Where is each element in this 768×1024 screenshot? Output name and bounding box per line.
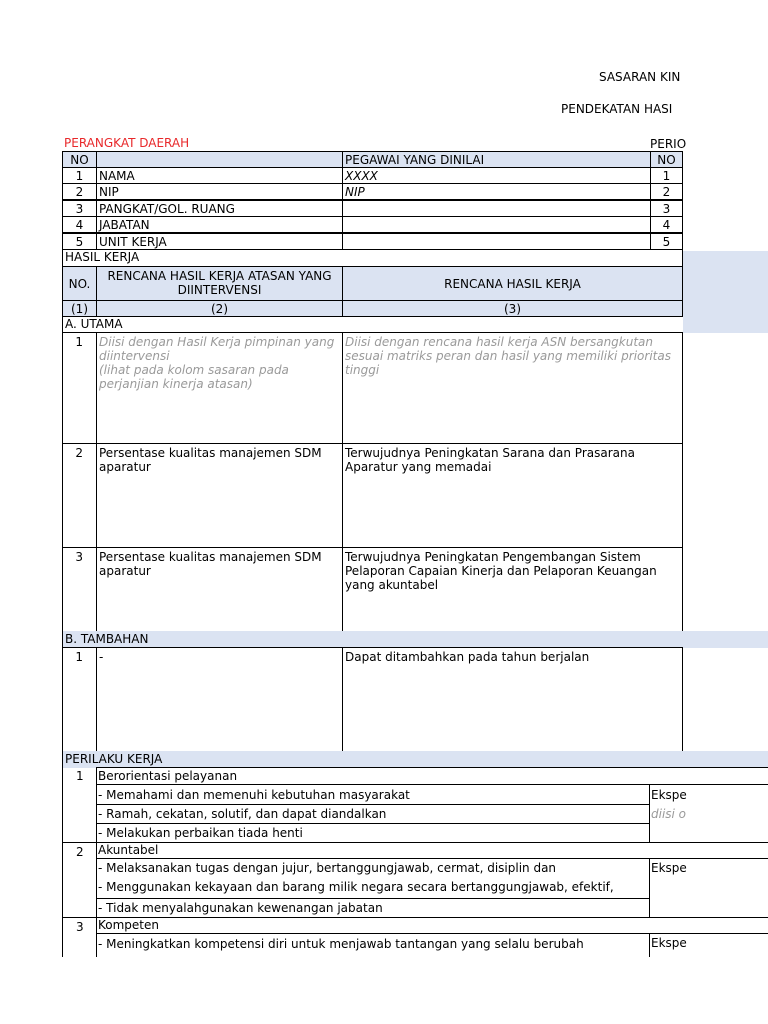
perilaku-group-no: 3 <box>76 920 84 934</box>
hasil-col-no: NO. <box>62 266 97 301</box>
ekspektasi-label: Ekspe <box>651 788 687 802</box>
hasil-num-3: (3) <box>342 300 683 317</box>
pegawai-row-no: 1 <box>62 167 97 184</box>
utama-row-no: 3 <box>62 547 97 632</box>
pegawai-row-no-right: 4 <box>650 216 683 233</box>
utama-row-no: 1 <box>62 332 97 444</box>
pegawai-col-no-right: NO <box>650 151 683 168</box>
utama-row-rencana[interactable]: Terwujudnya Peningkatan Sarana dan Prasarana Aparatur yang memadai <box>342 443 683 548</box>
pegawai-col-label <box>96 151 343 168</box>
pegawai-row-value[interactable] <box>342 200 651 217</box>
pegawai-row-no-right: 2 <box>650 183 683 200</box>
document-title: SASARAN KIN <box>599 70 681 84</box>
perilaku-group-title: Berorientasi pelayanan <box>96 767 768 785</box>
ekspektasi-hint[interactable]: diisi o <box>651 807 687 821</box>
pegawai-row-no-right: 3 <box>650 200 683 217</box>
pegawai-row-label: PANGKAT/GOL. RUANG <box>96 200 343 217</box>
perilaku-item: - Melakukan perbaikan tiada henti <box>98 826 303 840</box>
pegawai-row-label: NAMA <box>96 167 343 184</box>
perilaku-group-no: 1 <box>76 769 84 783</box>
pegawai-col-pegawai: PEGAWAI YANG DINILAI <box>342 151 683 168</box>
hasil-num-1: (1) <box>62 300 97 317</box>
pegawai-row-value[interactable]: XXXX <box>342 167 651 184</box>
pegawai-row-no: 5 <box>62 233 97 250</box>
pegawai-row-label: NIP <box>96 183 343 200</box>
hasil-kerja-label: HASIL KERJA <box>62 249 683 267</box>
tambahan-label: B. TAMBAHAN <box>62 631 683 648</box>
perilaku-group-title: Akuntabel <box>98 843 159 857</box>
hasil-col-rencana: RENCANA HASIL KERJA <box>342 266 683 301</box>
pegawai-col-no: NO <box>62 151 97 168</box>
perilaku-group-no: 2 <box>76 845 84 859</box>
utama-row-rencana[interactable]: Diisi dengan rencana hasil kerja ASN bersangkutan sesuai matriks peran dan hasil yang memiliki prioritas tinggi <box>342 332 683 444</box>
perilaku-item: - Meningkatkan kompetensi diri untuk menjawab tantangan yang selalu berubah <box>98 937 584 951</box>
perilaku-item: - Melaksanakan tugas dengan jujur, bertanggungjawab, cermat, disiplin dan <box>98 861 557 875</box>
hasil-num-2: (2) <box>96 300 343 317</box>
pegawai-row-no: 3 <box>62 200 97 217</box>
document-subtitle: PENDEKATAN HASI <box>561 102 673 116</box>
ekspektasi-label: Ekspe <box>651 936 687 950</box>
utama-row-rencana[interactable]: Terwujudnya Peningkatan Pengembangan Sistem Pelaporan Capaian Kinerja dan Pelaporan Keuangan yang akuntabel <box>342 547 683 632</box>
hasil-col-atasan: RENCANA HASIL KERJA ATASAN YANG DIINTERVENSI <box>96 266 343 301</box>
perilaku-item: - Menggunakan kekayaan dan barang milik negara secara bertanggungjawab, efektif, <box>98 880 614 894</box>
right-highlight-panel <box>683 251 768 333</box>
perilaku-item: - Ramah, cekatan, solutif, dan dapat diandalkan <box>98 807 387 821</box>
period-label: PERIO <box>650 137 687 151</box>
utama-row-no: 2 <box>62 443 97 548</box>
tambahan-row-rencana[interactable]: Dapat ditambahkan pada tahun berjalan <box>342 647 683 752</box>
perilaku-item: - Tidak menyalahgunakan kewenangan jabatan <box>98 901 383 915</box>
pegawai-row-no: 4 <box>62 216 97 233</box>
perilaku-item: - Memahami dan memenuhi kebutuhan masyarakat <box>98 788 410 802</box>
pegawai-row-no: 2 <box>62 183 97 200</box>
pegawai-row-value[interactable] <box>342 233 651 250</box>
utama-row-atasan[interactable]: Persentase kualitas manajemen SDM aparatur <box>96 443 343 548</box>
pegawai-row-value[interactable] <box>342 216 651 233</box>
unit-label: PERANGKAT DAERAH <box>64 136 190 150</box>
utama-label: A. UTAMA <box>62 316 683 333</box>
perilaku-label: PERILAKU KERJA <box>62 751 683 768</box>
pegawai-row-label: UNIT KERJA <box>96 233 343 250</box>
tambahan-row-no: 1 <box>62 647 97 752</box>
utama-row-atasan[interactable]: Persentase kualitas manajemen SDM aparatur <box>96 547 343 632</box>
tambahan-row-atasan[interactable]: - <box>96 647 343 752</box>
ekspektasi-label: Ekspe <box>651 861 687 875</box>
perilaku-group-title: Kompeten <box>98 918 159 932</box>
utama-row-atasan[interactable]: Diisi dengan Hasil Kerja pimpinan yang diintervensi (lihat pada kolom sasaran pada perjanjian kinerja atasan) <box>96 332 343 444</box>
pegawai-row-label: JABATAN <box>96 216 343 233</box>
pegawai-row-no-right: 5 <box>650 233 683 250</box>
pegawai-row-no-right: 1 <box>650 167 683 184</box>
pegawai-row-value[interactable]: NIP <box>342 183 651 200</box>
